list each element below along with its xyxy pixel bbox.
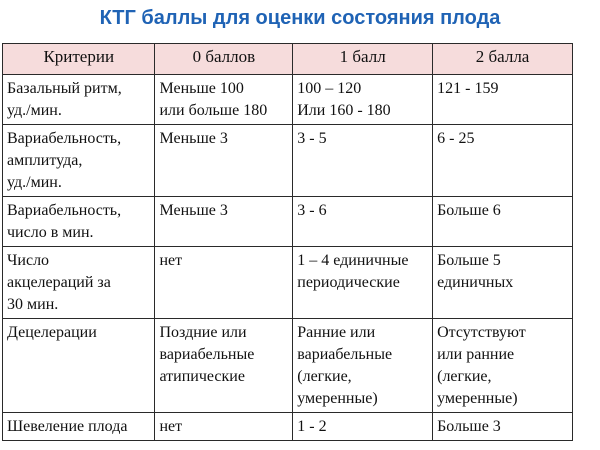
cell-text-line: 30 мин. [7,296,59,313]
table-header-row [3,44,573,75]
cell-text-line: Децелерации [7,324,97,341]
cell-text-line: амплитуда, [7,152,83,169]
criterion-cell [3,319,155,413]
cell-text-line: Вариабельность, [7,202,122,219]
cell-text-line: Отсутствуют [437,324,526,341]
criterion-cell [3,197,155,247]
header-score-0: 0 баллов [155,44,293,75]
cell-text-line: (легкие, [297,368,352,385]
score-0-cell [155,125,293,197]
score-2-cell [433,413,573,441]
cell-text-line: 121 - 159 [437,80,499,97]
table-row [3,319,573,413]
cell-text-line: единичных [437,274,514,291]
cell-text-line: уд./мин. [7,174,62,191]
ktg-scoring-table [2,43,573,441]
cell-text-line: Ранние или [297,324,376,341]
header-score-1: 1 балл [293,44,433,75]
header-criteria: Критерии [3,44,155,75]
table-row [3,75,573,125]
cell-text-line: Больше 6 [437,202,501,219]
cell-text-line: нет [159,252,183,269]
score-1-cell [293,247,433,319]
criterion-cell [3,413,155,441]
table-row [3,125,573,197]
table-row [3,413,573,441]
score-0-cell [155,413,293,441]
score-1-cell [293,413,433,441]
score-2-cell [433,197,573,247]
cell-text-line: вариабельные [297,346,393,363]
table-row [3,247,573,319]
cell-text-line: Меньше 100 [159,80,244,97]
cell-text-line: 3 - 6 [297,202,327,219]
cell-text-line: 3 - 5 [297,130,327,147]
score-0-cell [155,319,293,413]
score-0-cell [155,197,293,247]
cell-text-line: Меньше 3 [159,202,228,219]
cell-text-line: периодические [297,274,400,291]
cell-text-line: Меньше 3 [159,130,228,147]
score-1-cell [293,75,433,125]
cell-text-line: уд./мин. [7,102,62,119]
score-0-cell [155,247,293,319]
cell-text-line: (легкие, [437,368,492,385]
cell-text-line: Базальный ритм, [7,80,122,97]
criterion-cell [3,247,155,319]
cell-text-line: Число [7,252,50,269]
cell-text-line: Больше 3 [437,418,501,435]
criterion-cell [3,75,155,125]
table-row [3,197,573,247]
cell-text-line: Шевеление плода [7,418,128,435]
score-1-cell [293,319,433,413]
header-score-2: 2 балла [433,44,573,75]
score-1-cell [293,125,433,197]
table-body [3,75,573,441]
criterion-cell [3,125,155,197]
cell-text-line: или ранние [437,346,515,363]
cell-text-line: умеренные) [297,390,378,407]
score-0-cell [155,75,293,125]
cell-text-line: Поздние или [159,324,247,341]
cell-text-line: 6 - 25 [437,130,475,147]
score-2-cell [433,319,573,413]
cell-text-line: нет [159,418,183,435]
cell-text-line: или больше 180 [159,102,268,119]
cell-text-line: акцелераций за [7,274,111,291]
score-2-cell [433,75,573,125]
score-1-cell [293,197,433,247]
cell-text-line: 1 - 2 [297,418,327,435]
cell-text-line: число в мин. [7,224,94,241]
cell-text-line: вариабельные [159,346,255,363]
cell-text-line: 1 – 4 единичные [297,252,409,269]
cell-text-line: Или 160 - 180 [297,102,391,119]
page-title: КТГ баллы для оценки состояния плода [99,7,501,29]
cell-text-line: Вариабельность, [7,130,122,147]
cell-text-line: Больше 5 [437,252,501,269]
cell-text-line: умеренные) [437,390,518,407]
score-2-cell [433,247,573,319]
cell-text-line: атипические [159,368,245,385]
score-2-cell [433,125,573,197]
cell-text-line: 100 – 120 [297,80,362,97]
